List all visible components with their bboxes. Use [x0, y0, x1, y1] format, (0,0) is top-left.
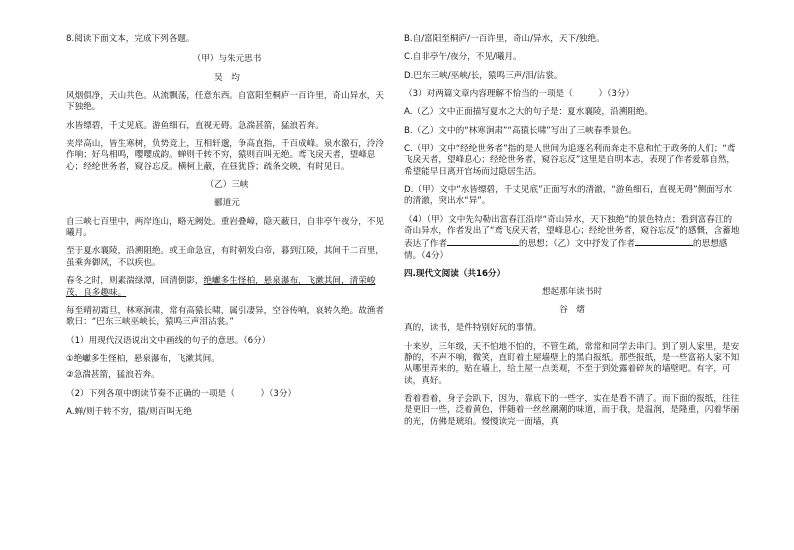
underlined-sentence-1: 绝巘多生怪柏，悬泉瀑布，飞漱其间， — [203, 276, 350, 287]
text-b-paragraph-3 — [66, 276, 388, 299]
text-a-author: 吴 均 — [214, 72, 240, 83]
essay-title: 想起那年读书时 — [541, 286, 603, 297]
q2-stem: （2）下列各项中朗读节奏不正确的一项是（ ）（3分） — [66, 388, 297, 399]
essay-paragraph-2: 十来岁，三年级，天不怕地不怕的，不管生疏，常常和同学去串门。到了别人家里，是安静的，不声不响，微笑，直盯着土屋墙壁上的黑白报纸。那些报纸，是一些富裕人家不知从哪里弄来的，贴在墙上，给土屋一点美观，不至于到处露着碎灰的墙壁吧。有字，可读，真好。 — [404, 341, 740, 386]
left-column — [66, 34, 388, 418]
q4-answer-blank-1[interactable] — [447, 237, 519, 246]
q2-option-d: D.巴东三峡/巫峡/长，猿鸣三声/泪/沾裳。 — [404, 70, 563, 81]
q4-part-3: 的思想感情。（4分） — [404, 239, 728, 261]
text-b-paragraph-1: 自三峡七百里中，两岸连山，略无阙处。重岩叠嶂，隐天蔽日，自非亭午夜分，不见曦月。 — [66, 216, 384, 239]
q4-part-2: 的思想；（乙）文中抒发了作者 — [518, 239, 635, 250]
right-column — [404, 34, 740, 428]
q4-answer-blank-2[interactable] — [635, 237, 693, 246]
q2-option-c: C.自非亭午/夜分，不见/曦月。 — [404, 52, 522, 63]
text-a-paragraph-1: 风烟俱净，天山共色。从流飘荡，任意东西。自富阳至桐庐一百许里，奇山异水，天下独绝。 — [66, 91, 384, 113]
text-b-p3-plain: 春冬之时，则素湍绿潭，回清倒影， — [66, 276, 204, 287]
essay-author: 谷 熠 — [559, 304, 585, 315]
q2-option-b: B.自/富阳至桐庐/一百许里，奇山/异水，天下/独绝。 — [404, 34, 605, 44]
text-a-paragraph-2: 水皆缥碧，千丈见底。游鱼细石，直视无碍。急湍甚箭，猛浪若奔。 — [66, 120, 324, 131]
q2-option-a: A.蝉/则千转不穷，猿/则百叫无绝 — [66, 406, 192, 417]
q4-part-1: （4）（甲）文中先勾勒出富春江沿岸“奇山异水，天下独绝”的景色特点；看到富春江的奇山异水，作者发出了“鸢飞戾天者，望峰息心；经纶世务者，窥谷忘反”的感慨，含蓄地表达了作者 — [404, 214, 740, 250]
section-title: 四.现代文阅读（共16分） — [404, 269, 506, 280]
q3-option-b: B.（乙）文中的“林寒涧肃”“高猿长啸”写出了三峡春季景色。 — [404, 125, 637, 136]
q3-option-c: C.（甲）文中“经纶世务者”指的是人世间为追逐名利而奔走不息和忙于政务的人们；“鸢飞戾天者，望峰息心；经纶世务者，窥谷忘反”这里是自明本志，表现了作者爱慕自然，希望能早日离开官场而过隐居生活。 — [404, 144, 736, 177]
text-a-paragraph-3: 夹岸高山，皆生寒树，负势竞上，互相轩邈，争高直指，千百成峰。泉水激石，泠泠作响；好鸟相鸣，嘤嘤成韵。蝉则千转不穷，猿则百叫无绝。鸢飞戾天者，望峰息心；经纶世务者，窥谷忘反。横柯上蔽，在昼犹昏；疏条交映，有时见日。 — [66, 139, 384, 172]
essay-paragraph-3: 看着看着，身子会趴下，因为，靠底下的一些字，实在是看不清了。而下面的报纸，往往是更旧一些，泛着黄色，伴随着一丝丝潮潮的味道，而于我，是温润，是隆重，闪着华丽的光，仿佛是琥珀。慢慢读完一面墙，真 — [404, 393, 740, 427]
underlined-sentence-2: 清荣峻茂，良多趣味。 — [66, 276, 376, 298]
text-a-title: （甲）与朱元思书 — [192, 54, 262, 65]
q1-stem: （1）用现代汉语说出文中画线的句子的意思。（6分） — [66, 335, 271, 346]
q3-option-d: D.（甲）文中“水皆缥碧，千丈见底”正面写水的清澈，“游鱼细石，直视无碍”侧面写水的清澈，突出水“异”。 — [404, 185, 732, 207]
essay-paragraph-1: 真的，读书，是件特别好玩的事情。 — [404, 323, 542, 334]
q4-question — [404, 215, 740, 262]
q3-option-a: A.（乙）文中正面描写夏水之大的句子是：夏水襄陵，沿溯阻绝。 — [404, 107, 654, 118]
text-b-title: （乙）三峡 — [205, 180, 249, 191]
q1-item-2: ②急湍甚箭，猛浪若奔。 — [66, 370, 160, 381]
text-b-paragraph-4: 每至晴初霜旦，林寒涧肃，常有高猿长啸，属引凄异，空谷传响，哀转久绝。故渔者歌曰：“巴东三峡巫峡长，猿鸣三声泪沾裳。” — [66, 305, 384, 328]
q3-stem: （3）对两篇文章内容理解不恰当的一项是（ ）（3分） — [404, 89, 635, 100]
text-b-author: 郦道元 — [214, 198, 240, 209]
question-8-prompt: 8.阅读下面文本，完成下列各题。 — [66, 34, 195, 44]
q1-item-1: ①绝巘多生怪柏，悬泉瀑布，飞漱其间。 — [66, 353, 220, 364]
text-b-paragraph-2: 至于夏水襄陵，沿溯阻绝。或王命急宣，有时朝发白帝，暮到江陵，其间千二百里，虽乘奔御风，不以疾也。 — [66, 246, 384, 268]
